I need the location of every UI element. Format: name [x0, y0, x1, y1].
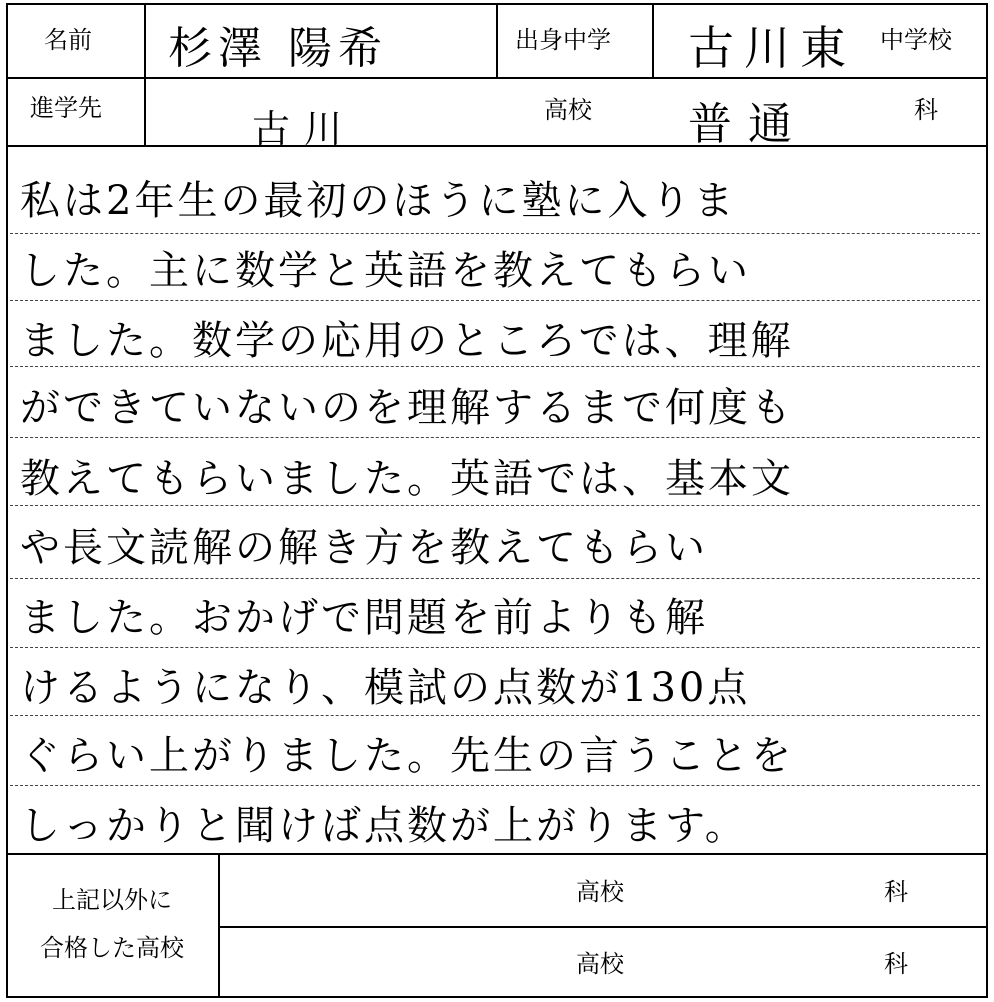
- junior-high-value: 古川東: [688, 21, 856, 75]
- other-course-suffix: 科: [884, 950, 908, 978]
- junior-high-suffix: 中学校: [880, 26, 952, 54]
- destination-school-suffix: 高校: [544, 96, 592, 124]
- essay-line: や長文読解の解き方を教えてもらい: [20, 525, 708, 571]
- essay-line: しっかりと聞けば点数が上がります。: [20, 803, 748, 849]
- essay-line: した。主に数学と英語を教えてもらい: [20, 248, 751, 294]
- essay-line: ました。数学の応用のところでは、理解: [20, 318, 794, 364]
- ruled-line: [10, 366, 980, 367]
- destination-course-value: 普通: [688, 99, 808, 150]
- essay-line: けるようになり、模試の点数が130点: [20, 665, 751, 711]
- ruled-line: [10, 233, 980, 234]
- ruled-line: [10, 300, 980, 301]
- other-school-suffix: 高校: [576, 878, 624, 906]
- other-passed-label-line1: 上記以外に: [52, 886, 172, 914]
- other-passed-label-line2: 合格した高校: [40, 934, 184, 962]
- divider: [496, 3, 498, 77]
- destination-school-value: 古川: [252, 107, 357, 151]
- divider: [6, 145, 988, 147]
- ruled-line: [10, 647, 980, 648]
- essay-line: ができていないのを理解するまで何度も: [20, 385, 794, 431]
- other-course-suffix: 科: [884, 878, 908, 906]
- ruled-line: [10, 715, 980, 716]
- ruled-line: [10, 505, 980, 506]
- ruled-line: [10, 785, 980, 786]
- divider: [218, 853, 220, 998]
- essay-line: ました。おかげで問題を前よりも解: [20, 595, 708, 641]
- divider: [144, 3, 146, 145]
- essay-line: ぐらい上がりました。先生の言うことを: [20, 733, 794, 779]
- junior-high-label: 出身中学: [515, 26, 611, 54]
- destination-course-suffix: 科: [914, 96, 938, 124]
- divider: [218, 926, 988, 928]
- other-school-suffix: 高校: [576, 950, 624, 978]
- name-label: 名前: [44, 26, 92, 54]
- divider: [652, 3, 654, 77]
- destination-label: 進学先: [30, 94, 102, 122]
- name-value: 杉澤 陽希: [168, 23, 388, 74]
- essay-line: 私は2年生の最初のほうに塾に入りま: [20, 178, 737, 224]
- ruled-line: [10, 437, 980, 438]
- ruled-line: [10, 578, 980, 579]
- essay-line: 教えてもらいました。英語では、基本文: [20, 456, 794, 502]
